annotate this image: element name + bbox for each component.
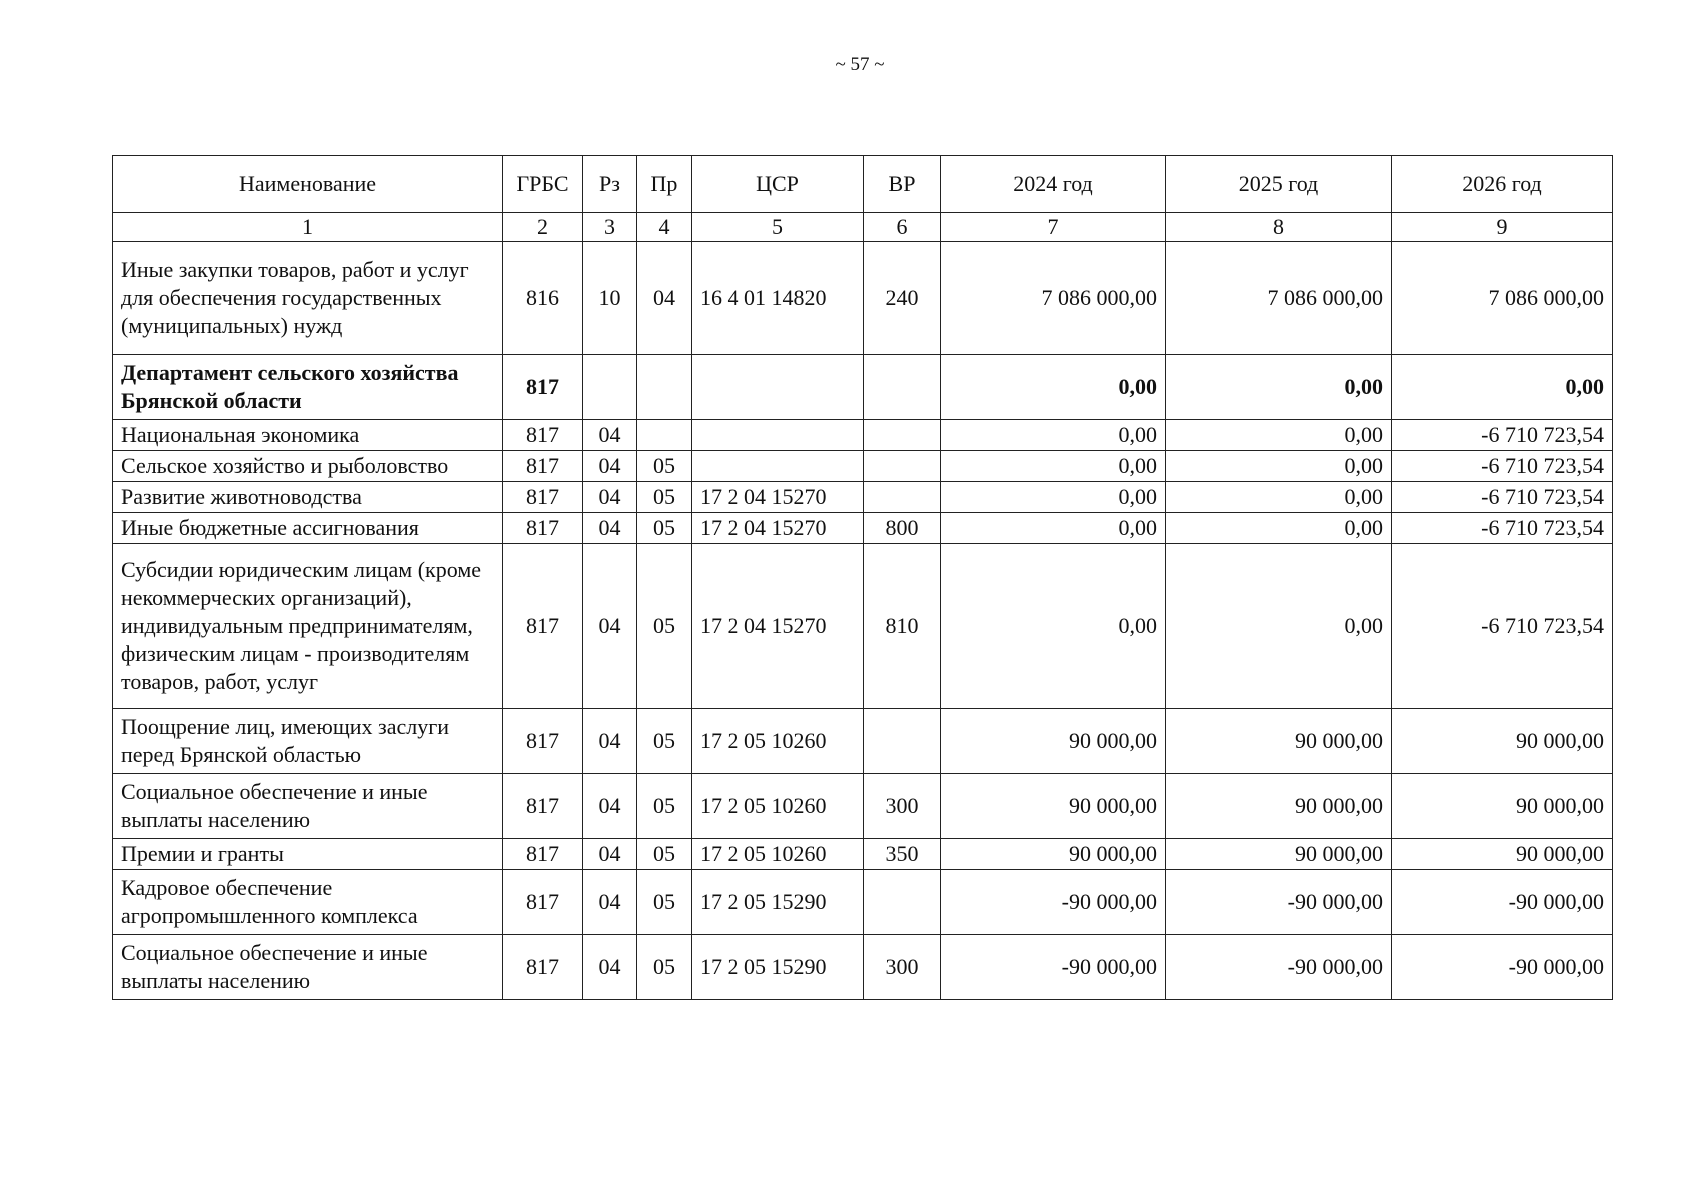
row-name: Субсидии юридическим лицам (кроме некоммерческих организаций), индивидуальным предпринимателям, физическим лицам - производителям товаров, работ, услуг	[113, 544, 503, 709]
table-row	[113, 513, 1613, 544]
row-pr: 05	[637, 870, 692, 935]
row-name: Премии и гранты	[113, 839, 503, 870]
row-2026: -90 000,00	[1392, 935, 1613, 1000]
row-csr: 17 2 04 15270	[692, 513, 864, 544]
row-grbs: 817	[503, 451, 583, 482]
table-row	[113, 544, 1613, 709]
row-2026: -6 710 723,54	[1392, 544, 1613, 709]
row-name: Иные закупки товаров, работ и услуг для обеспечения государственных (муниципальных) нужд	[113, 242, 503, 355]
row-name: Поощрение лиц, имеющих заслуги перед Брянской областью	[113, 709, 503, 774]
table-row	[113, 242, 1613, 355]
row-grbs: 817	[503, 870, 583, 935]
row-name: Иные бюджетные ассигнования	[113, 513, 503, 544]
row-csr: 17 2 05 10260	[692, 774, 864, 839]
row-name: Социальное обеспечение и иные выплаты населению	[113, 935, 503, 1000]
row-2024: 0,00	[941, 513, 1166, 544]
row-2024: 0,00	[941, 355, 1166, 420]
column-number: 2	[503, 213, 583, 242]
row-2024: 7 086 000,00	[941, 242, 1166, 355]
row-2025: 0,00	[1166, 513, 1392, 544]
row-grbs: 817	[503, 482, 583, 513]
row-grbs: 817	[503, 935, 583, 1000]
row-2026: -6 710 723,54	[1392, 513, 1613, 544]
row-name: Социальное обеспечение и иные выплаты населению	[113, 774, 503, 839]
row-grbs: 817	[503, 420, 583, 451]
row-vr	[864, 482, 941, 513]
row-pr	[637, 420, 692, 451]
row-2025: 0,00	[1166, 451, 1392, 482]
row-2025: 0,00	[1166, 544, 1392, 709]
row-2024: 90 000,00	[941, 839, 1166, 870]
row-csr: 17 2 04 15270	[692, 482, 864, 513]
row-name: Кадровое обеспечение агропромышленного комплекса	[113, 870, 503, 935]
row-vr	[864, 709, 941, 774]
row-pr: 05	[637, 482, 692, 513]
row-2026: -6 710 723,54	[1392, 482, 1613, 513]
row-rz: 04	[583, 774, 637, 839]
row-vr	[864, 420, 941, 451]
row-rz: 04	[583, 544, 637, 709]
header-pr: Пр	[637, 156, 692, 213]
table-row	[113, 355, 1613, 420]
row-2026: 90 000,00	[1392, 709, 1613, 774]
row-2025: 90 000,00	[1166, 839, 1392, 870]
row-pr: 05	[637, 451, 692, 482]
row-csr	[692, 420, 864, 451]
row-2024: 0,00	[941, 482, 1166, 513]
row-grbs: 817	[503, 839, 583, 870]
row-pr: 04	[637, 242, 692, 355]
table-row	[113, 870, 1613, 935]
column-number: 6	[864, 213, 941, 242]
row-2026: 0,00	[1392, 355, 1613, 420]
row-vr: 240	[864, 242, 941, 355]
row-rz: 04	[583, 420, 637, 451]
column-number: 9	[1392, 213, 1613, 242]
row-grbs: 817	[503, 709, 583, 774]
column-number: 7	[941, 213, 1166, 242]
header-grbs: ГРБС	[503, 156, 583, 213]
row-2026: -6 710 723,54	[1392, 451, 1613, 482]
row-2024: 90 000,00	[941, 709, 1166, 774]
row-2026: 90 000,00	[1392, 774, 1613, 839]
row-rz: 04	[583, 709, 637, 774]
row-vr	[864, 451, 941, 482]
row-2025: -90 000,00	[1166, 935, 1392, 1000]
row-rz: 04	[583, 451, 637, 482]
column-number: 4	[637, 213, 692, 242]
row-rz: 04	[583, 839, 637, 870]
row-2026: -6 710 723,54	[1392, 420, 1613, 451]
row-vr: 300	[864, 774, 941, 839]
table-row	[113, 935, 1613, 1000]
row-rz: 04	[583, 482, 637, 513]
row-name: Сельское хозяйство и рыболовство	[113, 451, 503, 482]
row-grbs: 816	[503, 242, 583, 355]
column-number: 1	[113, 213, 503, 242]
header-name: Наименование	[113, 156, 503, 213]
row-pr: 05	[637, 544, 692, 709]
column-number-row	[113, 213, 1613, 242]
row-name: Развитие животноводства	[113, 482, 503, 513]
row-pr: 05	[637, 709, 692, 774]
row-pr: 05	[637, 839, 692, 870]
row-rz: 04	[583, 870, 637, 935]
row-csr: 17 2 05 10260	[692, 709, 864, 774]
row-pr: 05	[637, 513, 692, 544]
row-pr: 05	[637, 774, 692, 839]
row-csr: 17 2 05 15290	[692, 870, 864, 935]
row-2025: 90 000,00	[1166, 774, 1392, 839]
row-2025: 0,00	[1166, 355, 1392, 420]
row-grbs: 817	[503, 513, 583, 544]
page-number: ~ 57 ~	[835, 54, 885, 75]
column-number: 5	[692, 213, 864, 242]
column-number: 8	[1166, 213, 1392, 242]
table-row	[113, 482, 1613, 513]
row-grbs: 817	[503, 355, 583, 420]
row-2024: 0,00	[941, 544, 1166, 709]
header-2025: 2025 год	[1166, 156, 1392, 213]
budget-table	[112, 155, 1613, 1000]
row-rz: 04	[583, 513, 637, 544]
header-vr: ВР	[864, 156, 941, 213]
row-2025: 0,00	[1166, 482, 1392, 513]
row-name: Департамент сельского хозяйства Брянской области	[113, 355, 503, 420]
header-rz: Рз	[583, 156, 637, 213]
row-vr: 350	[864, 839, 941, 870]
table-row	[113, 451, 1613, 482]
row-vr: 800	[864, 513, 941, 544]
table-row	[113, 774, 1613, 839]
row-pr: 05	[637, 935, 692, 1000]
row-csr: 17 2 04 15270	[692, 544, 864, 709]
row-grbs: 817	[503, 544, 583, 709]
row-name: Национальная экономика	[113, 420, 503, 451]
row-2024: 90 000,00	[941, 774, 1166, 839]
row-2024: 0,00	[941, 420, 1166, 451]
row-rz: 10	[583, 242, 637, 355]
row-rz	[583, 355, 637, 420]
row-csr	[692, 355, 864, 420]
table-row	[113, 839, 1613, 870]
row-2025: 90 000,00	[1166, 709, 1392, 774]
row-csr	[692, 451, 864, 482]
header-row	[113, 156, 1613, 213]
row-2024: -90 000,00	[941, 935, 1166, 1000]
row-2025: -90 000,00	[1166, 870, 1392, 935]
row-2024: 0,00	[941, 451, 1166, 482]
row-rz: 04	[583, 935, 637, 1000]
header-2026: 2026 год	[1392, 156, 1613, 213]
row-csr: 17 2 05 15290	[692, 935, 864, 1000]
row-2025: 7 086 000,00	[1166, 242, 1392, 355]
table-row	[113, 420, 1613, 451]
row-grbs: 817	[503, 774, 583, 839]
row-vr: 300	[864, 935, 941, 1000]
row-pr	[637, 355, 692, 420]
row-csr: 17 2 05 10260	[692, 839, 864, 870]
row-vr	[864, 870, 941, 935]
row-2025: 0,00	[1166, 420, 1392, 451]
header-2024: 2024 год	[941, 156, 1166, 213]
row-2026: -90 000,00	[1392, 870, 1613, 935]
row-vr: 810	[864, 544, 941, 709]
table-row	[113, 709, 1613, 774]
row-2024: -90 000,00	[941, 870, 1166, 935]
header-csr: ЦСР	[692, 156, 864, 213]
row-2026: 90 000,00	[1392, 839, 1613, 870]
column-number: 3	[583, 213, 637, 242]
row-2026: 7 086 000,00	[1392, 242, 1613, 355]
row-csr: 16 4 01 14820	[692, 242, 864, 355]
row-vr	[864, 355, 941, 420]
